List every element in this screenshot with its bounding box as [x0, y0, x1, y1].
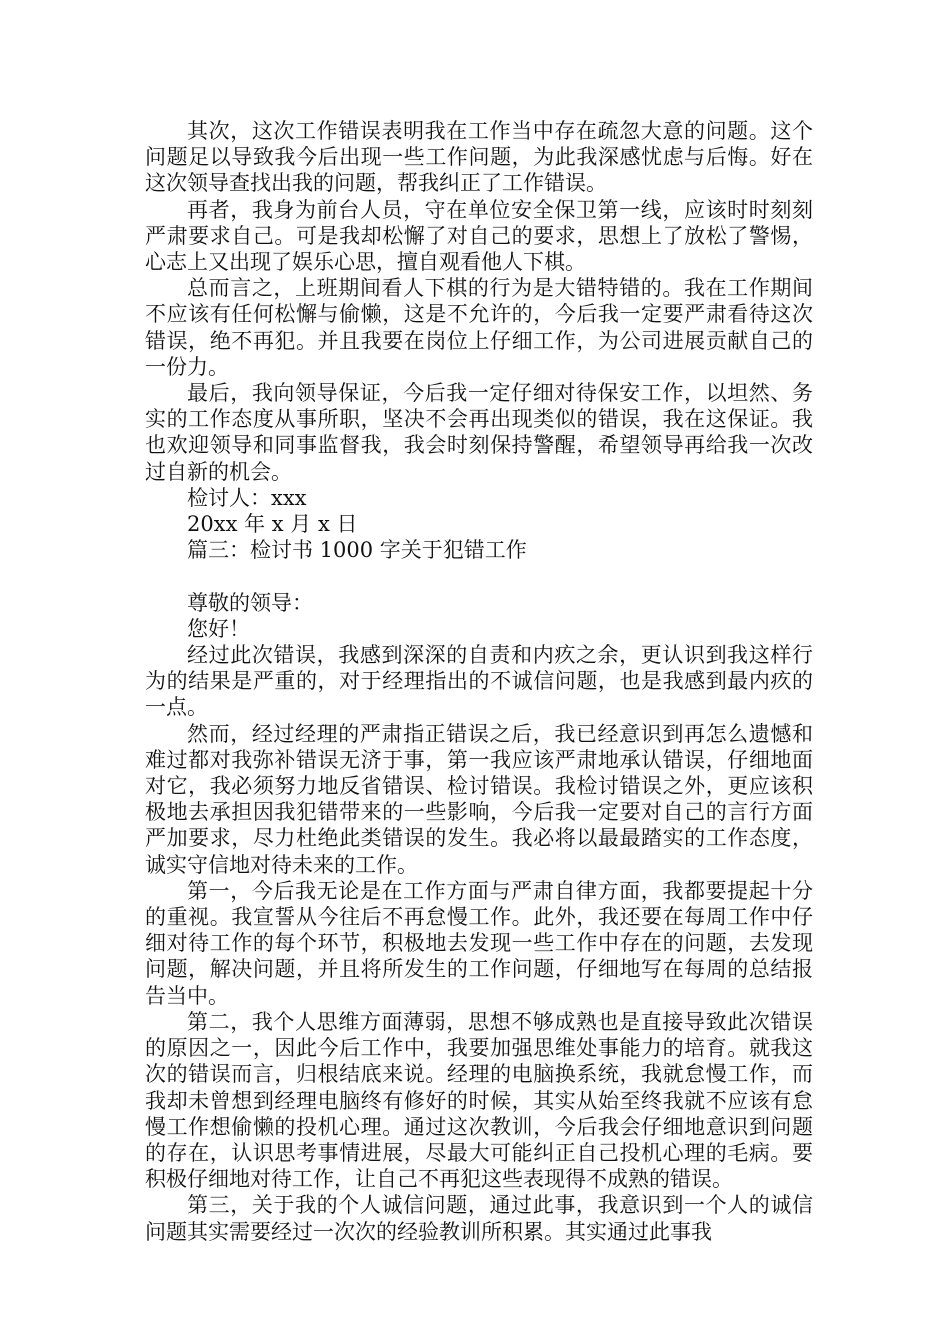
paragraph: 经过此次错误，我感到深深的自责和内疚之余，更认识到我这样行为的结果是严重的，对于经理指出的不诚信问题，也是我感到最内疚的一点。 — [145, 643, 813, 720]
salutation: 尊敬的领导： — [187, 590, 313, 615]
blank-line — [145, 563, 813, 589]
paragraph: 最后，我向领导保证，今后我一定仔细对待保安工作，以坦然、务实的工作态度从事所职，坚决不会再出现类似的错误，我在这保证。我也欢迎领导和同事监督我，我会时刻保持警醒，希望领导再给我一次改过自新的机会。 — [145, 381, 813, 484]
paragraph: 再者，我身为前台人员，守在单位安全保卫第一线，应该时时刻刻严肃要求自己。可是我却松懈了对自己的要求，思想上了放松了警惕，心志上又出现了娱乐心思，擅自观看他人下棋。 — [145, 197, 813, 275]
document-page — [145, 118, 813, 1245]
paragraph: 其次，这次工作错误表明我在工作当中存在疏忽大意的问题。这个问题足以导致我今后出现一些工作问题，为此我深感忧虑与后悔。好在这次领导查找出我的问题，帮我纠正了工作错误。 — [145, 119, 813, 196]
paragraph: 第一，今后我无论是在工作方面与严肃自律方面，我都要提起十分的重视。我宣誓从今往后不再怠慢工作。此外，我还要在每周工作中仔细对待工作的每个环节，积极地去发现一些工作中存在的问题，去发现问题，解决问题，并且将所发生的工作问题，仔细地写在每周的总结报告当中。 — [145, 878, 813, 1008]
paragraph: 然而，经过经理的严肃指正错误之后，我已经意识到再怎么遗憾和难过都对我弥补错误无济于事，第一我应该严肃地承认错误，仔细地面对它，我必须努力地反省错误、检讨错误。我检讨错误之外，更应该积极地去承担因我犯错带来的一些影响，今后我一定要对自己的言行方面严加要求，尽力杜绝此类错误的发生。我必将以最最踏实的工作态度，诚实守信地对待未来的工作。 — [145, 721, 813, 877]
paragraph: 第二，我个人思维方面薄弱，思想不够成熟也是直接导致此次错误的原因之一，因此今后工作中，我要加强思维处事能力的培育。就我这次的错误而言，归根结底来说。经理的电脑换系统，我就怠慢工作，而我却未曾想到经理电脑终有修好的时候，其实从始至终我就不应该有怠慢工作想偷懒的投机心理。通过这次教训，今后我会仔细地意识到问题的存在，认识思考事情进展，尽最大可能纠正自己投机心理的毛病。要积极仔细地对待工作，让自己不再犯这些表现得不成熟的错误。 — [145, 1009, 813, 1192]
date-line: 20xx 年 x 月 x 日 — [187, 512, 358, 537]
section-title: 篇三：检讨书 1000 字关于犯错工作 — [187, 538, 527, 563]
signature-line: 检讨人：xxx — [187, 485, 307, 510]
paragraph: 总而言之，上班期间看人下棋的行为是大错特错的。我在工作期间不应该有任何松懈与偷懒，这是不允许的，今后我一定要严肃看待这次错误，绝不再犯。并且我要在岗位上仔细工作，为公司进展贡献自己的一份力。 — [145, 276, 813, 379]
paragraph: 第三，关于我的个人诚信问题，通过此事，我意识到一个人的诚信问题其实需要经过一次次的经验教训所积累。其实通过此事我 — [145, 1193, 813, 1244]
greeting: 您好！ — [187, 616, 250, 641]
